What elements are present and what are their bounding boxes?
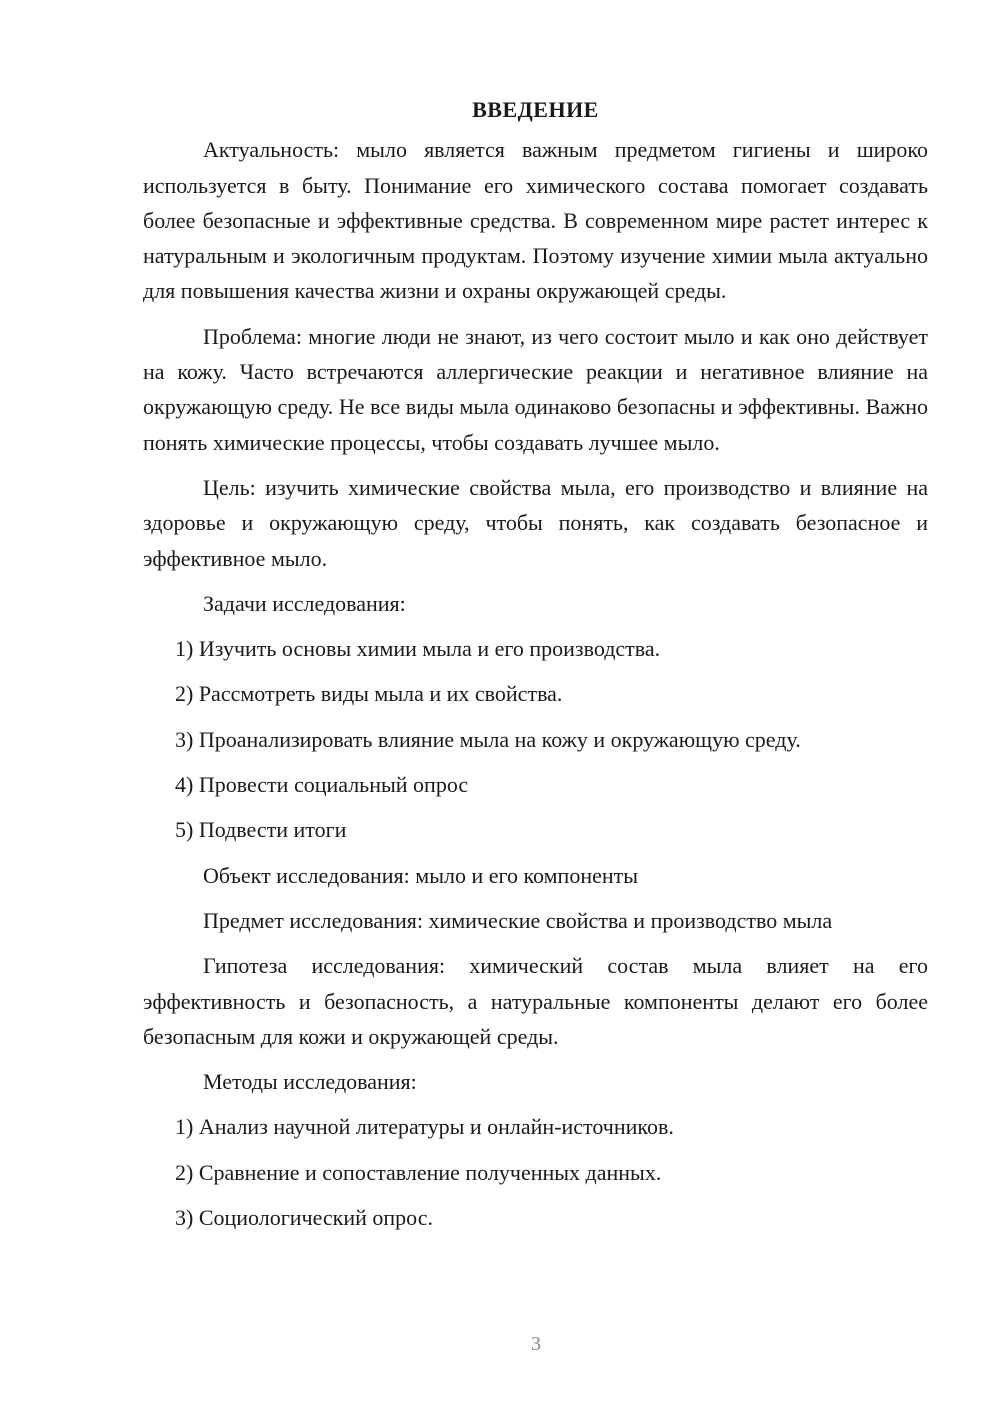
task-item-1: 1) Изучить основы химии мыла и его производства. [175,636,661,662]
page-content [143,92,928,1245]
task-item-4: 4) Провести социальный опрос [175,772,469,798]
relevance-paragraph: Актуальность: мыло является важным предметом гигиены и широко используется в быту. Понимание его химического состава помогает создавать более безопасные и эффективные средства. В современном мире растет интерес к натуральным и экологичным продуктам. Поэтому изучение химии мыла актуально для повышения качества жизни и охраны окружающей среды. [143,137,928,304]
goal-paragraph: Цель: изучить химические свойства мыла, его производство и влияние на здоровье и окружающую среду, чтобы понять, как создавать безопасное и эффективное мыло. [143,474,928,571]
method-item-3: 3) Социологический опрос. [175,1205,433,1231]
methods-label: Методы исследования: [203,1069,417,1095]
section-title: ВВЕДЕНИЕ [472,97,599,122]
method-item-1: 1) Анализ научной литературы и онлайн-источников. [175,1114,674,1140]
research-subject: Предмет исследования: химические свойства и производство мыла [203,907,833,933]
task-item-5: 5) Подвести итоги [175,817,347,843]
task-item-2: 2) Рассмотреть виды мыла и их свойства. [175,681,563,707]
method-item-2: 2) Сравнение и сопоставление полученных данных. [175,1159,662,1185]
page-number: 3 [531,1333,541,1355]
hypothesis-paragraph: Гипотеза исследования: химический состав мыла влияет на его эффективность и безопасность, а натуральные компоненты делают его более безопасным для кожи и окружающей среды. [143,953,928,1049]
tasks-label: Задачи исследования: [203,590,406,616]
problem-paragraph: Проблема: многие люди не знают, из чего состоит мыло и как оно действует на кожу. Часто встречаются аллергические реакции и негативное влияние на окружающую среду. Не все виды мыла одинаково безопасны и эффективны. Важно понять химические процессы, чтобы создавать лучшее мыло. [143,323,928,455]
task-item-3: 3) Проанализировать влияние мыла на кожу и окружающую среду. [175,726,801,752]
research-object: Объект исследования: мыло и его компоненты [203,862,639,888]
